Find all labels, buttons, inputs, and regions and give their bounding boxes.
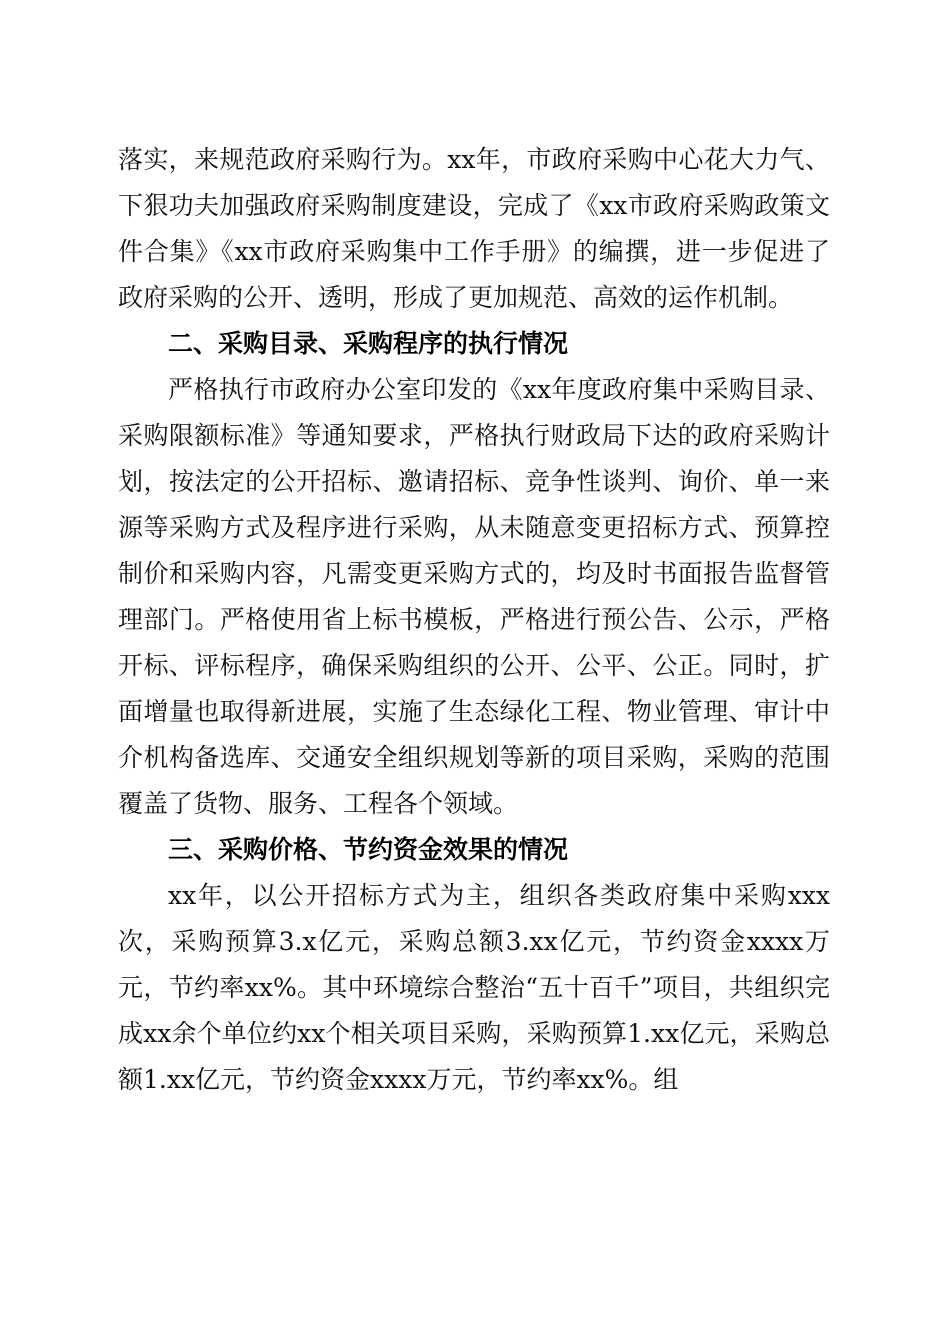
section-heading-3: 三、采购价格、节约资金效果的情况: [168, 835, 569, 864]
paragraph-section-3: xx年，以公开招标方式为主，组织各类政府集中采购xxx次，采购预算3.x亿元，采购总额3.xx亿元，节约资金xxxx万元，节约率xx%。其中环境综合整治“五十百千”项目，共组织完成xx余个单位约xx个相关项目采购，采购预算1.xx亿元，采购总额1.xx亿元，节约资金xxxx万元，节约率xx%。组: [118, 881, 830, 1094]
paragraph-section-2: 严格执行市政府办公室印发的《xx年度政府集中采购目录、采购限额标准》等通知要求，严格执行财政局下达的政府采购计划，按法定的公开招标、邀请招标、竞争性谈判、询价、单一来源等采购方式及程序进行采购，从未随意变更招标方式、预算控制价和采购内容，凡需变更采购方式的，均及时书面报告监督管理部门。严格使用省上标书模板，严格进行预公告、公示，严格开标、评标程序，确保采购组织的公开、公平、公正。同时，扩面增量也取得新进展，实施了生态绿化工程、物业管理、审计中介机构备选库、交通安全组织规划等新的项目采购，采购的范围覆盖了货物、服务、工程各个领域。: [118, 375, 830, 818]
paragraph-intro-continuation: 落实，来规范政府采购行为。xx年，市政府采购中心花大力气、下狠功夫加强政府采购制度建设，完成了《xx市政府采购政策文件合集》《xx市政府采购集中工作手册》的编撰，进一步促进了政府采购的公开、透明，形成了更加规范、高效的运作机制。: [118, 145, 830, 312]
section-heading-2: 二、采购目录、采购程序的执行情况: [168, 329, 569, 358]
document-body: [118, 137, 830, 1103]
